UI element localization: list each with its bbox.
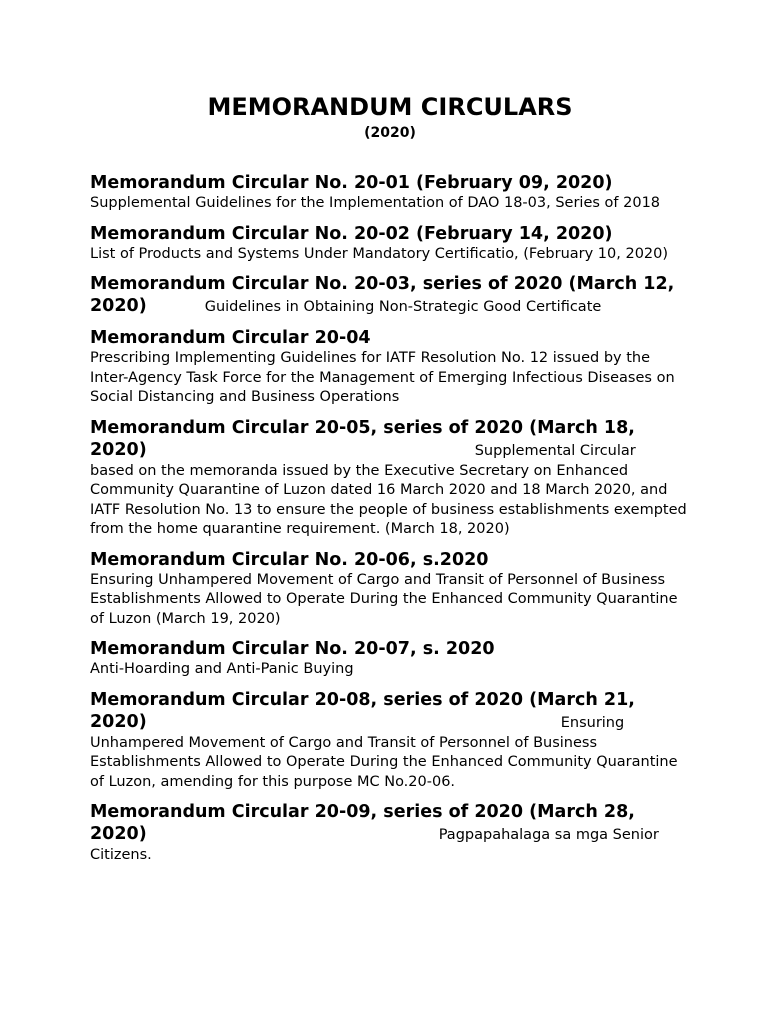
circular-entry-20-02 <box>90 223 690 265</box>
circular-entry-20-08 <box>90 689 690 793</box>
document-year: (2020) <box>364 125 416 141</box>
circular-inline-description: Pagpapahalaga sa mga Senior <box>438 827 659 843</box>
document-title: MEMORANDUM CIRCULARS <box>207 93 573 121</box>
circular-entry-20-03 <box>90 273 690 318</box>
circular-heading-line1: Memorandum Circular 20-05, series of 2020 (March 18, <box>90 417 635 438</box>
circular-description: Anti-Hoarding and Anti-Panic Buying <box>90 661 354 677</box>
circular-description: Prescribing Implementing Guidelines for IATF Resolution No. 12 issued by the Inter-Agency Task Force for the Management of Emerging Infectious Diseases on Social Distancing and Business Operations <box>90 350 675 405</box>
circular-description: Ensuring Unhampered Movement of Cargo and Transit of Personnel of Business Establishments Allowed to Operate During the Enhanced Community Quarantine of Luzon (March 19, 2020) <box>90 571 678 627</box>
circular-heading-line2 <box>90 439 690 462</box>
circular-entry-20-01 <box>90 172 690 214</box>
circular-description: Supplemental Guidelines for the Implementation of DAO 18-03, Series of 2018 <box>90 195 661 211</box>
circular-heading: Memorandum Circular No. 20-06, s.2020 <box>90 549 489 570</box>
circular-heading-year: 2020) <box>90 711 147 732</box>
circular-inline-description: Supplemental Circular <box>474 442 636 459</box>
circular-heading: Memorandum Circular 20-04 <box>90 328 371 348</box>
circular-heading: Memorandum Circular No. 20-01 (February 09, 2020) <box>90 173 613 193</box>
circular-entry-20-06 <box>90 549 690 630</box>
circular-heading-year: 2020) <box>90 439 147 460</box>
circular-heading: Memorandum Circular No. 20-07, s. 2020 <box>90 639 495 659</box>
circular-heading-line2 <box>90 295 690 318</box>
circular-heading-line1: Memorandum Circular No. 20-03, series of 2020 (March 12, <box>90 274 675 294</box>
circular-description: List of Products and Systems Under Mandatory Certificatio, (February 10, 2020) <box>90 245 669 262</box>
circular-description: Unhampered Movement of Cargo and Transit of Personnel of Business Establishments Allowed to Operate During the Enhanced Community Quarantine of Luzon, amending for this purpose MC No.20-06. <box>90 734 678 790</box>
circular-heading-line2 <box>90 711 690 734</box>
circular-entry-20-09 <box>90 801 690 866</box>
circular-description: Citizens. <box>90 847 152 863</box>
circular-entry-20-04 <box>90 327 690 408</box>
circular-heading-year: 2020) <box>90 824 147 844</box>
circular-heading-line1: Memorandum Circular 20-08, series of 2020 (March 21, <box>90 689 635 710</box>
circular-entry-20-07 <box>90 638 690 680</box>
circular-entry-20-05 <box>90 417 690 540</box>
circular-inline-description: Guidelines in Obtaining Non-Strategic Good Certificate <box>204 299 602 315</box>
circular-inline-description: Ensuring <box>560 714 625 731</box>
document-page <box>90 90 690 875</box>
circular-heading-line1: Memorandum Circular 20-09, series of 2020 (March 28, <box>90 802 635 822</box>
circular-heading: Memorandum Circular No. 20-02 (February 14, 2020) <box>90 223 613 244</box>
circular-heading-year: 2020) <box>90 296 147 316</box>
circular-heading-line2 <box>90 823 690 846</box>
circular-description: based on the memoranda issued by the Executive Secretary on Enhanced Community Quarantine of Luzon dated 16 March 2020 and 18 March 2020, and IATF Resolution No. 13 to ensure the people of business establishments exempted from the home quarantine requirement. (March 18, 2020) <box>90 462 687 537</box>
